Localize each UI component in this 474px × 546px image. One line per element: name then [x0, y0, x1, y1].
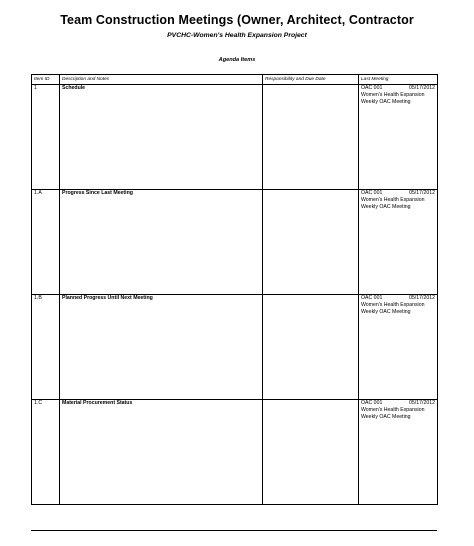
table-row — [32, 400, 438, 505]
section-heading: Agenda Items — [218, 57, 256, 63]
meeting-type: Weekly OAC Meeting — [361, 309, 411, 315]
document-title: Team Construction Meetings (Owner, Architect, Contractor — [60, 13, 414, 27]
meeting-code: OAC 001 — [361, 190, 383, 196]
item-description-cell: Schedule — [60, 85, 263, 190]
responsibility-cell — [263, 400, 359, 505]
responsibility-cell — [263, 190, 359, 295]
meeting-type: Weekly OAC Meeting — [361, 204, 411, 210]
item-id-cell: 1 — [32, 85, 60, 190]
header-last-meeting: Last Meeting — [359, 75, 438, 85]
meeting-code: OAC 001 — [361, 85, 383, 91]
meeting-date: 05/17/2012 — [409, 400, 435, 406]
table-header-row — [32, 75, 438, 85]
last-meeting-cell — [359, 190, 438, 295]
meeting-project: Women's Health Expansion — [361, 92, 425, 98]
header-description: Description and Notes — [60, 75, 263, 85]
meeting-code: OAC 001 — [361, 400, 383, 406]
meeting-date: 05/17/2012 — [409, 295, 435, 301]
item-id-cell: 1.B — [32, 295, 60, 400]
agenda-table — [31, 74, 438, 505]
last-meeting-cell — [359, 400, 438, 505]
responsibility-cell — [263, 85, 359, 190]
meeting-code: OAC 001 — [361, 295, 383, 301]
item-description-cell: Progress Since Last Meeting — [60, 190, 263, 295]
header-item-id: Item ID — [32, 75, 60, 85]
meeting-project: Women's Health Expansion — [361, 407, 425, 413]
header-responsibility: Responsibility and Due Date — [263, 75, 359, 85]
table-row — [32, 190, 438, 295]
meeting-date: 05/17/2012 — [409, 85, 435, 91]
meeting-project: Women's Health Expansion — [361, 302, 425, 308]
item-id-cell: 1.A — [32, 190, 60, 295]
last-meeting-cell — [359, 85, 438, 190]
project-subtitle: PVCHC-Women's Health Expansion Project — [167, 32, 307, 39]
meeting-type: Weekly OAC Meeting — [361, 99, 411, 105]
table-row — [32, 85, 438, 190]
item-description-cell: Material Procurement Status — [60, 400, 263, 505]
meeting-date: 05/17/2012 — [409, 190, 435, 196]
responsibility-cell — [263, 295, 359, 400]
meeting-project: Women's Health Expansion — [361, 197, 425, 203]
bottom-divider — [31, 530, 437, 531]
last-meeting-cell — [359, 295, 438, 400]
meeting-type: Weekly OAC Meeting — [361, 414, 411, 420]
table-row — [32, 295, 438, 400]
item-id-cell: 1.C — [32, 400, 60, 505]
item-description-cell: Planned Progress Until Next Meeting — [60, 295, 263, 400]
